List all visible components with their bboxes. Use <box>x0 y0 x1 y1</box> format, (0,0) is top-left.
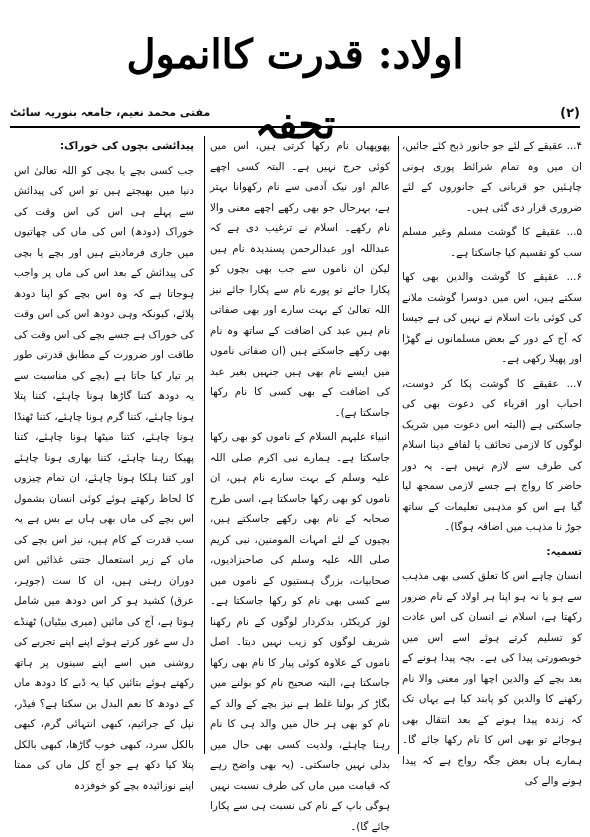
paragraph: ۵... عقیقے کا گوشت مسلم وغیر مسلم سب کو تقسیم کیا جاسکتا ہے۔ <box>402 226 582 259</box>
paragraph: پھوپھیاں نام رکھا کرتی ہیں، اس میں کوئی حرج نہیں ہے۔ البتہ کسی اچھے عالم اور نیک آدمی سے نام رکھوانا بہتر ہے، بہرحال جو بھی رکھے اچھے معنی والا نام رکھے۔ اسلام نے ترغیب دی ہے کہ عبداللہ اور عبدالرحمن پسندیدہ نام ہیں لیکن ان ناموں سے جب بھی بچوں کو پکارا جائے تو پورے نام سے پکارا جائے نیز اللہ تعالیٰ کے بہت سارے اور بھی صفاتی نام ہیں عبد کی اضافت کے ساتھ وہ نام بھی رکھے جاسکتے ہیں (ان صفاتی ناموں میں ایسے نام بھی ہیں جنہیں بغیر عبد کی اضافت کے بھی کسی کا نام رکھا جاسکتا ہے)۔ <box>210 140 390 419</box>
section-heading: پیدائشی بچوں کی خوراک: <box>60 140 194 152</box>
article-column-right <box>402 136 582 787</box>
paragraph: جب کسی بچے یا بچی کو اللہ تعالیٰ اس دنیا میں بھیجتے ہیں تو اس کی پیدائش سے پہلے ہی اس کی اس وقت کی خوراک (دودھ) اس کی ماں کی چھاتیوں میں جاری فرمادیتے ہیں اور بچے یا بچی کی پیدائش کے بعد اس کی ماں پر واجب ہوجاتا ہے کہ وہ اس بچے کو اپنا دودھ پلائے، کیونکہ وہی دودھ اس کی اس وقت کی خوراک ہے جسے بچے کی اس وقت کی طاقت اور ضرورت کے مطابق قدرتی طور پر تیار کیا جاتا ہے (بچے کی مناسبت سے یہ دودھ کتنا گاڑھا ہونا چاہئے، کتنا پتلا ہونا چاہئے، کتنا گرم ہونا چاہئے، کتنا ٹھنڈا ہونا چاہئے، کتنا میٹھا ہونا چاہئے، کتنا پھیکا رہنا چاہئے، کتنا بھاری ہونا چاہئے اور کتنا ہلکا ہونا چاہئے، ان تمام چیزوں کا لحاظ رکھتے ہوئے کوئی انسان بشمول اس بچے کی ماں بھی ہاں بے بس ہے یہ سب قدرت کے کام ہیں، نیز اس بچے کی ماں کے زیر استعمال جتنی غذائیں اس دوران رہتی ہیں، ان کا ست (جوہر، عرق) کشید ہو کر اس دودھ میں شامل ہوتا ہے، آج کی مائیں (میری بیٹیاں) ٹھنڈے دل سے غور کرتے ہوئے اپنے اپنے تجربے کی روشنی میں اسے اپنے سینوں پر ہاتھ رکھتے ہوئے بتائیں کیا یہ ڈبے کا دودھ ماں کے دودھ کا نعم البدل بن سکتا ہے؟ فیڈر، نپل کے جراثیم، کبھی انتہائی گرم، کبھی بالکل سرد، کبھی خوب گاڑھا، کبھی بالکل پتلا کیا دکھ ہے جو آج کل ماں کی ممتا اپنے نوزائیدہ بچے کو خوفزدہ <box>13 164 194 792</box>
paragraph: ۴... عقیقے کے لئے جو جانور ذبح کئے جائیں، ان میں وہ تمام شرائط پوری ہونی چاہئیں جو قربانی کے جانوروں کے لئے ضروری قرار دی گئی ہیں۔ <box>402 140 582 214</box>
author-byline: مفتی محمد نعیم، جامعہ بنوریہ سائٹ <box>10 106 211 119</box>
byline-row <box>10 104 580 128</box>
paragraph: ۶... عقیقے کا گوشت والدین بھی کھا سکتے ہیں، اس میں دوسرا گوشت ملانے کی کوئی بات اسلام نے نہیں کی ہے جیسا کہ آج کے دور کے بعض مسلمانوں نے گھڑا اور پھیلا رکھی ہے۔ <box>402 271 582 365</box>
article-title: اولاد: قدرت کاانمول تحفہ <box>126 31 464 148</box>
column-divider <box>398 136 399 754</box>
paragraph: انبیاء علیہم السلام کے ناموں کو بھی رکھا جاسکتا ہے۔ ہمارے نبی اکرم صلی اللہ علیہ وسلم کے بہت سارے نام ہیں، ان ناموں کو بھی رکھا جاسکتا ہے، اسی طرح صحابہ کے نام بھی رکھے جاسکتے ہیں، بچیوں کے لئے امہات المومنین، نبی کریم صلی اللہ علیہ وسلم کی صاحبزادیوں، صحابیات، بزرگ ہستیوں کے ناموں میں سے کسی بھی نام کو رکھا جاسکتا ہے۔ لوز کریکٹر، بدکردار لوگوں کے نام رکھنا شریف لوگوں کو زیب نہیں دیتا۔ اصل ناموں کے علاوہ کوئی پیار کا نام بھی رکھا جاسکتا ہے، البتہ صحیح نام کو بولنے میں بگاڑ کر بولنا غلط ہے نیز بچے کے والد کے نام کو بھی ہر حال میں والد ہی کا نام رہنا چاہئے، ولدیت کسی بھی حال میں بدلی نہیں جاسکتی۔ (یہ بھی واضح رہے کہ قیامت میں ماں کی طرف نسبت نہیں ہوگی باپ کے نام کی نسبت ہی سے پکارا جائے گا)۔ <box>210 431 390 833</box>
paragraph: ۷... عقیقے کا گوشت پکا کر دوست، احباب اور اقرباء کی دعوت بھی کی جاسکتی ہے (البتہ اس دعوت میں شریک لوگوں کا لازمی تحائف یا لفافے دینا اسلام کی طرف سے لازم نہیں ہے۔ یہ دور حاضر کا رواج ہے جسے لازمی سمجھ لیا گیا ہے اس کو مذہبی تعلیمات کے ساتھ جوڑ نا مذہب میں اضافہ ہوگا)۔ <box>402 377 582 533</box>
page-number: (۲) <box>560 106 580 121</box>
article-column-left <box>13 136 194 792</box>
section-heading: تسمیہ: <box>546 545 582 558</box>
paragraph: انسان چاہے اس کا تعلق کسی بھی مذہب سے ہو یا نہ ہو اپنا ہر اولاد کے نام ضرور رکھتا ہے، اسلام نے انسان کی اس عادت کو تسلیم کرتے ہوئے اسے اس میں خوبصورتی پیدا کی ہے۔ بچہ پیدا ہونے کے بعد بچے کے والدین اچھا اور معنی والا نام رکھنے کا والدین کو پابند کیا ہے یہاں تک کہ زندہ پیدا ہونے کے بعد انتقال بھی ہوجائے تو بھی اس کا نام رکھا جائے گا۔ ہمارے ہاں بعض جگہ رواج ہے کہ پیدا ہونے والے کی <box>402 570 582 787</box>
article-column-middle <box>210 136 390 833</box>
column-divider <box>204 136 205 754</box>
